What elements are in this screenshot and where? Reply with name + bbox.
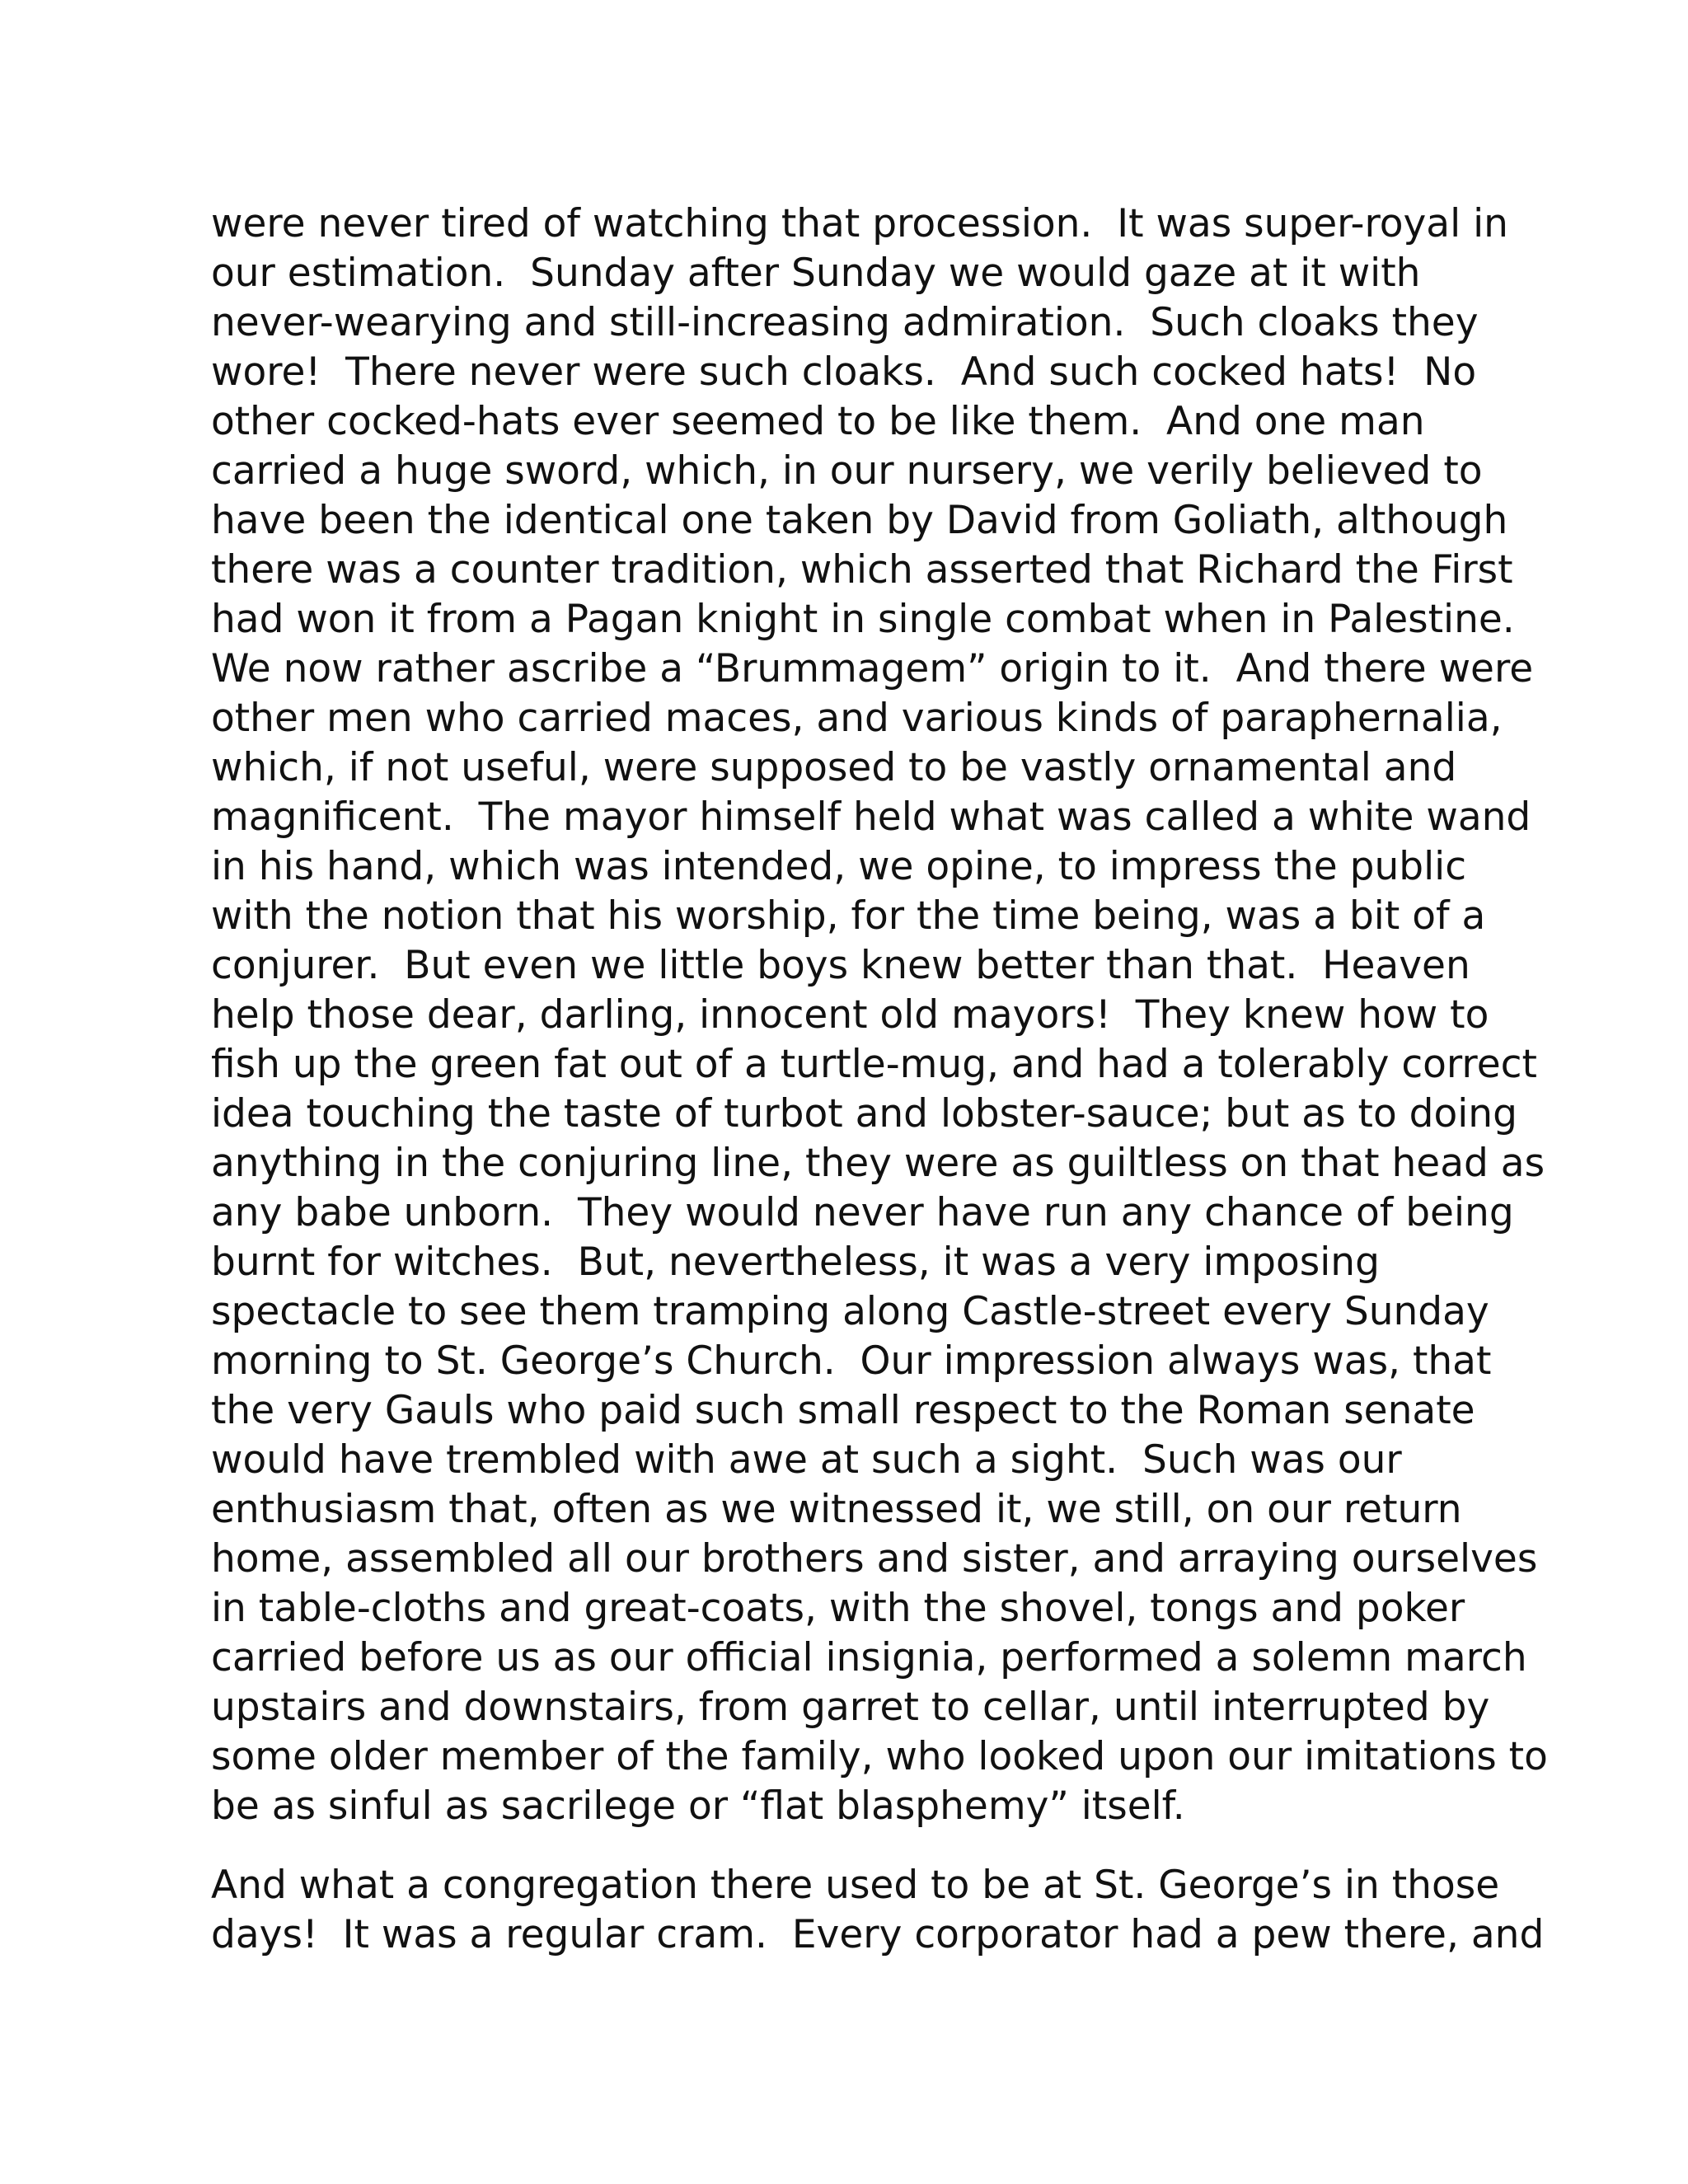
- text-line: with the notion that his worship, for the time being, was a bit of a: [211, 893, 1486, 939]
- paragraph-1: [211, 199, 1563, 1831]
- text-line: burnt for witches. But, nevertheless, it was a very imposing: [211, 1240, 1380, 1285]
- text-line: some older member of the family, who looked upon our imitations to: [211, 1734, 1548, 1779]
- text-line: morning to St. George’s Church. Our impression always was, that: [211, 1338, 1492, 1384]
- text-line: anything in the conjuring line, they were as guiltless on that head as: [211, 1141, 1545, 1186]
- text-line: spectacle to see them tramping along Castle-street every Sunday: [211, 1289, 1489, 1334]
- text-line: had won it from a Pagan knight in single combat when in Palestine.: [211, 597, 1515, 642]
- text-line: in his hand, which was intended, we opine, to impress the public: [211, 844, 1467, 889]
- text-line: help those dear, darling, innocent old mayors! They knew how to: [211, 992, 1489, 1038]
- text-line: And what a congregation there used to be at St. George’s in those: [211, 1863, 1500, 1908]
- text-line: there was a counter tradition, which asserted that Richard the First: [211, 547, 1513, 593]
- text-line: days! It was a regular cram. Every corporator had a pew there, and: [211, 1912, 1545, 1957]
- paragraph-2: [211, 1861, 1563, 1960]
- text-line: fish up the green fat out of a turtle-mug, and had a tolerably correct: [211, 1042, 1537, 1087]
- text-line: other men who carried maces, and various kinds of paraphernalia,: [211, 696, 1503, 741]
- text-line: We now rather ascribe a “Brummagem” origin to it. And there were: [211, 646, 1534, 691]
- text-line: the very Gauls who paid such small respect to the Roman senate: [211, 1388, 1475, 1433]
- text-line: upstairs and downstairs, from garret to cellar, until interrupted by: [211, 1685, 1490, 1730]
- text-line: enthusiasm that, often as we witnessed it, we still, on our return: [211, 1487, 1462, 1532]
- text-line: be as sinful as sacrilege or “flat blasphemy” itself.: [211, 1783, 1185, 1829]
- text-line: our estimation. Sunday after Sunday we would gaze at it with: [211, 251, 1421, 296]
- text-line: idea touching the taste of turbot and lobster-sauce; but as to doing: [211, 1091, 1517, 1137]
- text-line: other cocked-hats ever seemed to be like them. And one man: [211, 399, 1425, 444]
- text-line: carried before us as our official insignia, performed a solemn march: [211, 1635, 1527, 1680]
- text-line: any babe unborn. They would never have run any chance of being: [211, 1190, 1514, 1235]
- text-line: in table-cloths and great-coats, with the shovel, tongs and poker: [211, 1586, 1465, 1631]
- text-line: were never tired of watching that procession. It was super-royal in: [211, 201, 1508, 246]
- text-line: would have trembled with awe at such a sight. Such was our: [211, 1437, 1402, 1483]
- text-line: have been the identical one taken by David from Goliath, although: [211, 498, 1508, 543]
- text-line: carried a huge sword, which, in our nursery, we verily believed to: [211, 448, 1483, 494]
- text-line: home, assembled all our brothers and sister, and arraying ourselves: [211, 1536, 1538, 1582]
- text-line: wore! There never were such cloaks. And such cocked hats! No: [211, 349, 1477, 395]
- text-line: never-wearying and still-increasing admiration. Such cloaks they: [211, 300, 1479, 345]
- text-line: magnificent. The mayor himself held what was called a white wand: [211, 794, 1531, 840]
- text-line: which, if not useful, were supposed to be vastly ornamental and: [211, 745, 1457, 790]
- text-line: conjurer. But even we little boys knew better than that. Heaven: [211, 943, 1470, 988]
